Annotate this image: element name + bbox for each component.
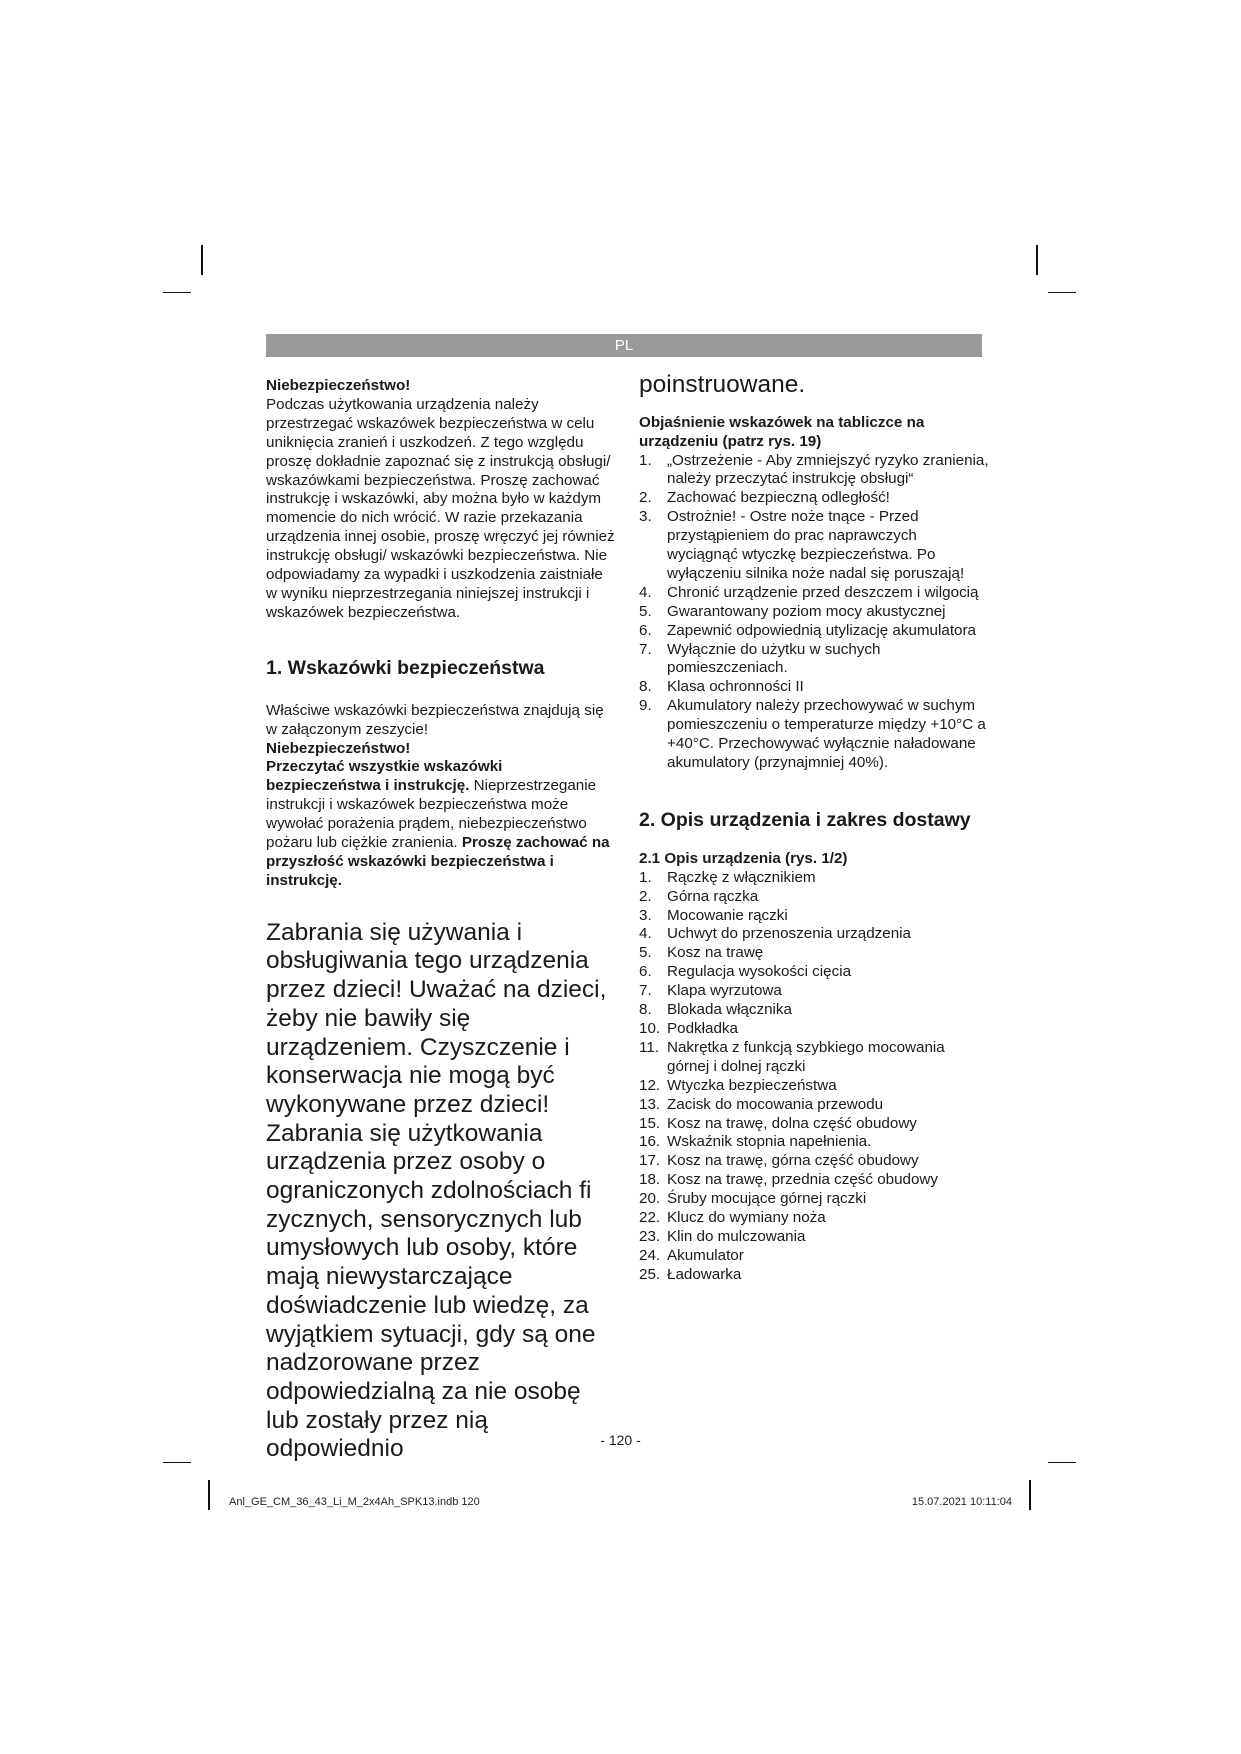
- warning-title: Niebezpieczeństwo!: [266, 377, 411, 394]
- part-item: [639, 1001, 989, 1020]
- footer-date: 15.07.2021 10:11:04: [911, 1496, 1012, 1508]
- part-item-text: Nakrętka z funkcją szybkiego mocowania górnej i dolnej rączki: [667, 1038, 945, 1075]
- label-item-number: 2.: [639, 489, 652, 507]
- warning-paragraph: Podczas użytkowania urządzenia należy przestrzegać wskazówek bezpieczeństwa w celu uniknięcia zranień i uszkodzeń. Z tego względu proszę dokładnie zapoznać się z instrukcją obsługi/ wskazówkami bezpieczeństwa. Proszę zachować instrukcję i wskazówki, aby można było w każdym momencie do nich wrócić. W razie przekazania urządzenia innej osobie, proszę wręczyć jej również instrukcję obsługi/ wskazówki bezpieczeństwa. Nie odpowiadamy za wypadki i uszkodzenia zaistniałe w wyniku nieprzestrzegania niniejszej instrukcji i wskazówek bezpieczeństwa.: [266, 395, 615, 621]
- part-item: [639, 925, 989, 944]
- part-item-number: 3.: [639, 906, 652, 924]
- part-item-text: Kosz na trawę, dolna część obudowy: [667, 1114, 917, 1132]
- part-item: [639, 1247, 989, 1266]
- part-item-number: 18.: [639, 1171, 661, 1189]
- language-header-bar: [266, 334, 982, 357]
- label-item-number: 8.: [639, 678, 652, 696]
- parts-list: [639, 869, 989, 1285]
- part-item-number: 4.: [639, 925, 652, 943]
- section2-heading: 2. Opis urządzenia i zakres dostawy: [639, 808, 971, 831]
- label-item-number: 9.: [639, 697, 652, 715]
- label-item: [639, 697, 989, 773]
- part-item-number: 7.: [639, 982, 652, 1000]
- part-item: [639, 1096, 989, 1115]
- part-item-text: Akumulator: [667, 1246, 744, 1264]
- crop-mark: [201, 245, 203, 275]
- part-item: [639, 1133, 989, 1152]
- part-item: [639, 1171, 989, 1190]
- section1-read-bold: Przeczytać wszystkie wskazówki bezpieczeństwa i instrukcję.: [266, 758, 503, 795]
- label-item: [639, 641, 989, 679]
- label-item: [639, 584, 989, 603]
- children-warning: Zabrania się używania i obsługiwania tego urządzenia przez dzieci! Uważać na dzieci, żeby nie bawiły się urządzeniem. Czyszczenie i konserwacja nie mogą być wykonywane przez dzieci! Zabrania się użytkowania urządzenia przez osoby o ograniczonych zdolnościach fi zycznych, sensorycznych lub umysłowych lub osoby, które mają niewystarczające doświadczenie lub wiedzę, za wyjątkiem sytuacji, gdy są one nadzorowane przez odpowiedzialną za nie osobę lub zostały przez nią odpowiednio: [266, 918, 607, 1463]
- label-item: [639, 678, 989, 697]
- part-item-text: Klin do mulczowania: [667, 1227, 806, 1245]
- label-item-text: Gwarantowany poziom mocy akustycznej: [667, 602, 946, 620]
- part-item: [639, 1190, 989, 1209]
- crop-mark: [1036, 245, 1038, 275]
- part-item: [639, 1020, 989, 1039]
- label-item-text: Wyłącznie do użytku w suchych pomieszczeniach.: [667, 640, 881, 677]
- part-item: [639, 1039, 989, 1077]
- part-item-text: Górna rączka: [667, 887, 759, 905]
- part-item-text: Rączkę z włącznikiem: [667, 868, 816, 886]
- crop-mark: [1048, 292, 1076, 293]
- label-item-number: 7.: [639, 640, 652, 658]
- part-item-number: 13.: [639, 1095, 661, 1113]
- label-item-text: Zachować bezpieczną odległość!: [667, 489, 890, 507]
- part-item-text: Klapa wyrzutowa: [667, 982, 782, 1000]
- part-item-text: Klucz do wymiany noża: [667, 1209, 826, 1227]
- part-item: [639, 1115, 989, 1134]
- section1-intro: Właściwe wskazówki bezpieczeństwa znajdują się w załączonym zeszycie!: [266, 701, 604, 738]
- section1-heading: 1. Wskazówki bezpieczeństwa: [266, 656, 545, 679]
- part-item-number: 1.: [639, 868, 652, 886]
- part-item-number: 5.: [639, 944, 652, 962]
- left-column: [266, 377, 616, 1464]
- label-explanation-list: [639, 452, 989, 773]
- section21-heading: 2.1 Opis urządzenia (rys. 1/2): [639, 849, 848, 867]
- label-item-number: 4.: [639, 583, 652, 601]
- section1-read-paragraph: [266, 758, 616, 890]
- crop-mark: [1029, 1480, 1031, 1510]
- part-item: [639, 963, 989, 982]
- crop-mark: [1048, 1462, 1076, 1463]
- part-item-number: 11.: [639, 1038, 659, 1056]
- part-item-number: 6.: [639, 963, 652, 981]
- label-item-text: Zapewnić odpowiednią utylizację akumulatora: [667, 621, 976, 639]
- section1-keep-bold: Proszę zachować na przyszłość wskazówki bezpieczeństwa i instrukcję.: [266, 834, 610, 889]
- footer-file: Anl_GE_CM_36_43_Li_M_2x4Ah_SPK13.indb 120: [229, 1496, 480, 1508]
- part-item-text: Ładowarka: [667, 1265, 742, 1283]
- section1-read-normal: Nieprzestrzeganie instrukcji i wskazówek bezpieczeństwa może wywołać porażenia prądem, niebezpieczeństwo pożaru lub ciężkie zranienia.: [266, 777, 597, 852]
- label-item-number: 1.: [639, 451, 652, 469]
- part-item: [639, 1266, 989, 1285]
- label-item: [639, 603, 989, 622]
- part-item-number: 2.: [639, 887, 652, 905]
- section1-warning: Niebezpieczeństwo!: [266, 739, 411, 757]
- part-item-text: Kosz na trawę, przednia część obudowy: [667, 1171, 938, 1189]
- part-item-number: 10.: [639, 1019, 661, 1037]
- crop-mark: [208, 1480, 210, 1510]
- part-item-number: 20.: [639, 1190, 661, 1208]
- label-item: [639, 508, 989, 584]
- part-item-number: 17.: [639, 1152, 661, 1170]
- part-item-text: Uchwyt do przenoszenia urządzenia: [667, 925, 911, 943]
- part-item: [639, 982, 989, 1001]
- part-item-text: Mocowanie rączki: [667, 906, 788, 924]
- part-item-text: Wskaźnik stopnia napełnienia.: [667, 1133, 872, 1151]
- part-item-text: Kosz na trawę: [667, 944, 764, 962]
- label-item-text: „Ostrzeżenie - Aby zmniejszyć ryzyko zranienia, należy przeczytać instrukcję obsługi“: [667, 451, 989, 488]
- part-item-text: Regulacja wysokości cięcia: [667, 963, 852, 981]
- crop-mark: [163, 292, 191, 293]
- label-item: [639, 452, 989, 490]
- children-warning-continuation: poinstruowane.: [639, 371, 806, 398]
- label-item-number: 6.: [639, 621, 652, 639]
- part-item-number: 15.: [639, 1114, 661, 1132]
- label-item: [639, 489, 989, 508]
- part-item-text: Podkładka: [667, 1019, 738, 1037]
- part-item-number: 23.: [639, 1227, 661, 1245]
- label-item-text: Akumulatory należy przechowywać w suchym pomieszczeniu o temperaturze między +10°C a +40°C. Przechowywać wyłącznie naładowane akumulatory (przynajmniej 40%).: [667, 697, 986, 772]
- part-item-number: 22.: [639, 1209, 661, 1227]
- label-item: [639, 622, 989, 641]
- part-item: [639, 1152, 989, 1171]
- part-item-number: 8.: [639, 1001, 652, 1019]
- page-number: - 120 -: [600, 1432, 641, 1448]
- part-item: [639, 888, 989, 907]
- label-item-number: 5.: [639, 602, 652, 620]
- crop-mark: [163, 1462, 191, 1463]
- part-item-text: Zacisk do mocowania przewodu: [667, 1095, 884, 1113]
- part-item-number: 24.: [639, 1246, 661, 1264]
- label-item-number: 3.: [639, 508, 652, 526]
- right-column: [639, 371, 989, 1285]
- part-item-number: 25.: [639, 1265, 661, 1283]
- part-item-text: Blokada włącznika: [667, 1001, 792, 1019]
- part-item-number: 12.: [639, 1076, 661, 1094]
- part-item-number: 16.: [639, 1133, 661, 1151]
- part-item: [639, 1228, 989, 1247]
- label-item-text: Ostrożnie! - Ostre noże tnące - Przed przystąpieniem do prac naprawczych wyciągnąć wtyczkę bezpieczeństwa. Po wyłączeniu silnika noże nadal się poruszają!: [667, 508, 965, 582]
- part-item: [639, 907, 989, 926]
- label-explanation-heading: Objaśnienie wskazówek na tabliczce na urządzeniu (patrz rys. 19): [639, 413, 925, 450]
- label-item-text: Chronić urządzenie przed deszczem i wilgocią: [667, 583, 979, 601]
- part-item-text: Śruby mocujące górnej rączki: [667, 1190, 867, 1208]
- label-item-text: Klasa ochronności II: [667, 678, 804, 696]
- part-item-text: Kosz na trawę, górna część obudowy: [667, 1152, 919, 1170]
- part-item: [639, 944, 989, 963]
- part-item: [639, 1209, 989, 1228]
- language-label: PL: [614, 337, 634, 354]
- part-item-text: Wtyczka bezpieczeństwa: [667, 1076, 837, 1094]
- part-item: [639, 869, 989, 888]
- part-item: [639, 1077, 989, 1096]
